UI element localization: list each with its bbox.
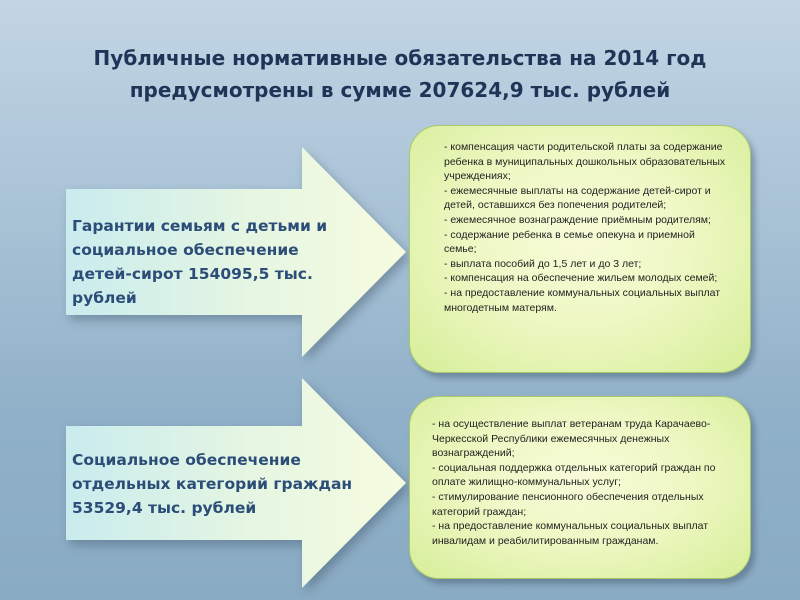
- list-item: - на предоставление коммунальных социальных выплат инвалидам и реабилитированным гражданам.: [432, 520, 709, 547]
- family-guarantees-list: [444, 140, 730, 315]
- social-support-list: [432, 417, 730, 548]
- list-item: - ежемесячные выплаты на содержание детей-сирот и детей, оставшихся без попечения родителей;: [444, 184, 711, 212]
- list-item: - содержание ребенка в семье опекуна и приемной семье;: [444, 228, 695, 256]
- list-item: - стимулирование пенсионного обеспечения отдельных категорий граждан;: [432, 490, 704, 518]
- list-item: - на осуществление выплат ветеранам труда Карачаево-Черкесской Республики ежемесячных денежных вознаграждений;: [432, 418, 711, 460]
- slide-title: Публичные нормативные обязательства на 2014 год предусмотрены в сумме 207624,9 тыс. рублей: [93, 46, 707, 102]
- list-item: - компенсация на обеспечение жильем молодых семей;: [444, 272, 718, 285]
- social-support-label: Социальное обеспечение отдельных категорий граждан 53529,4 тыс. рублей: [72, 451, 353, 517]
- family-guarantees-label: Гарантии семьям с детьми и социальное обеспечение детей-сирот 154095,5 тыс. рублей: [72, 217, 328, 307]
- social-support-box: [409, 396, 751, 579]
- list-item: - ежемесячное вознаграждение приёмным родителям;: [444, 213, 711, 226]
- list-item: - компенсация части родительской платы за содержание ребенка в муниципальных дошкольных образовательных учреждениях;: [444, 141, 726, 183]
- family-guarantees-box: [409, 125, 751, 373]
- list-item: - на предоставление коммунальных социальных выплат многодетным матерям.: [444, 286, 721, 314]
- list-item: - социальная поддержка отдельных категорий граждан по оплате жилищно-коммунальных услуг;: [432, 461, 716, 489]
- list-item: - выплата пособий до 1,5 лет и до 3 лет;: [444, 257, 642, 270]
